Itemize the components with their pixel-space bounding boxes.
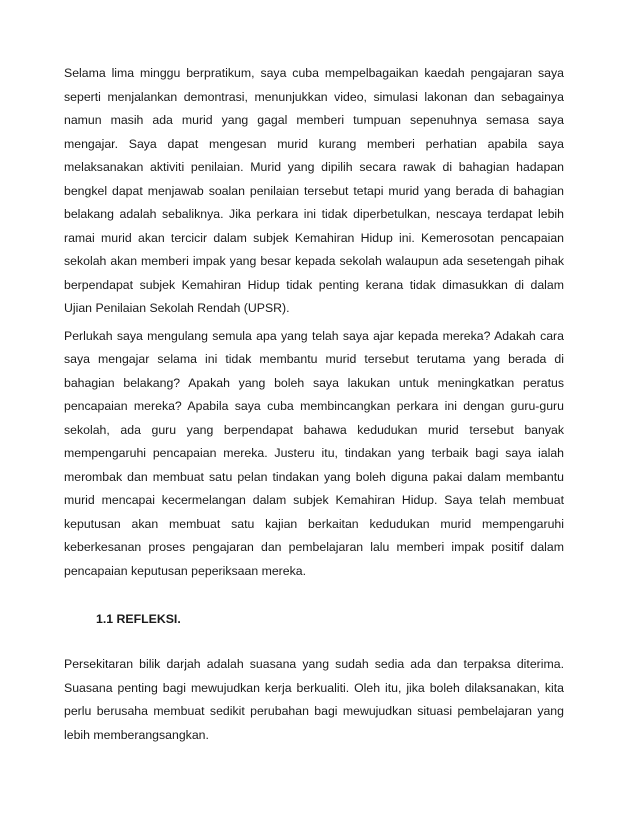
- paragraph-intro: Selama lima minggu berpratikum, saya cuba mempelbagaikan kaedah pengajaran saya seperti menjalankan demontrasi, menunjukkan video, simulasi lakonan dan sebagainya namun masih ada murid yang gagal memberi tumpuan sepenuhnya semasa saya mengajar. Saya dapat mengesan murid kurang memberi perhatian apabila saya melaksanakan aktiviti penilaian. Murid yang dipilih secara rawak di bahagian hadapan bengkel dapat menjawab soalan penilaian tersebut tetapi murid yang berada di bahagian belakang adalah sebaliknya. Jika perkara ini tidak diperbetulkan, nescaya terdapat lebih ramai murid akan tercicir dalam subjek Kemahiran Hidup ini. Kemerosotan pencapaian sekolah akan memberi impak yang besar kepada sekolah walaupun ada sesetengah pihak berpendapat subjek Kemahiran Hidup tidak penting kerana tidak dimasukkan di dalam Ujian Penilaian Sekolah Rendah (UPSR).: [64, 66, 564, 315]
- paragraph-environment: Persekitaran bilik darjah adalah suasana yang sudah sedia ada dan terpaksa diterima. Suasana penting bagi mewujudkan kerja berkualiti. Oleh itu, jika boleh dilaksanakan, kita perlu berusaha membuat sedikit perubahan bagi mewujudkan situasi pembelajaran yang lebih memberangsangkan.: [64, 657, 564, 742]
- document-body: [64, 62, 564, 747]
- section-heading-refleksi: 1.1 REFLEKSI.: [96, 612, 181, 626]
- paragraph-questions: Perlukah saya mengulang semula apa yang telah saya ajar kepada mereka? Adakah cara saya mengajar selama ini tidak membantu murid tersebut terutama yang berada di bahagian belakang? Apakah yang boleh saya lakukan untuk meningkatkan peratus pencapaian mereka? Apabila saya cuba membincangkan perkara ini dengan guru-guru sekolah, ada guru yang berpendapat bahawa kedudukan murid tersebut banyak mempengaruhi pencapaian mereka. Justeru itu, tindakan yang terbaik bagi saya ialah merombak dan membuat satu pelan tindakan yang boleh diguna pakai dalam membantu murid mencapai kecermelangan dalam subjek Kemahiran Hidup. Saya telah membuat keputusan akan membuat satu kajian berkaitan kedudukan murid mempengaruhi keberkesanan proses pengajaran dan pembelajaran lalu memberi impak positif dalam pencapaian keputusan peperiksaan mereka.: [64, 328, 564, 578]
